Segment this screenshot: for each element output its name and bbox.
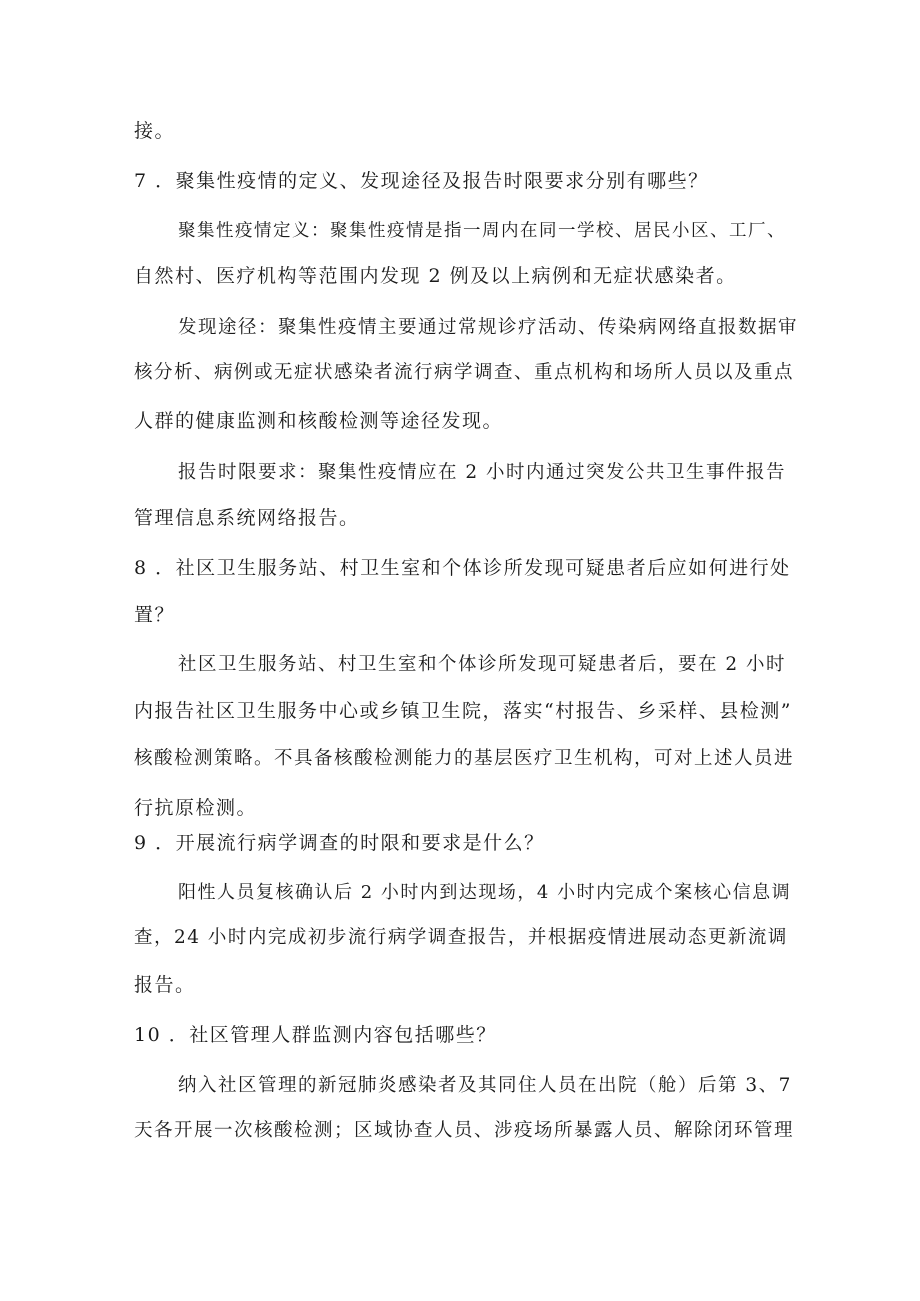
text-line: 发现途径：聚集性疫情主要通过常规诊疗活动、传染病网络直报数据审 — [178, 317, 799, 338]
text-line: 阳性人员复核确认后 2 小时内到达现场，4 小时内完成个案核心信息调 — [178, 882, 792, 903]
text-line: 天各开展一次核酸检测；区域协查人员、涉疫场所暴露人员、解除闭环管理 — [134, 1120, 795, 1141]
text-line: 管理信息系统网络报告。 — [134, 507, 360, 529]
question-10-heading: 10 ．社区管理人群监测内容包括哪些？ — [134, 1024, 497, 1046]
text-line: 核分析、病例或无症状感染者流行病学调查、重点机构和场所人员以及重点 — [134, 362, 795, 383]
text-line: 行抗原检测。 — [134, 797, 258, 819]
text-line: 报告时限要求：聚集性疫情应在 2 小时内通过突发公共卫生事件报告 — [178, 462, 787, 483]
text-line: 报告。 — [134, 974, 196, 996]
text-line: 核酸检测策略。不具备核酸检测能力的基层医疗卫生机构，可对上述人员进 — [134, 748, 795, 769]
text-line: 人群的健康监测和核酸检测等途径发现。 — [134, 410, 504, 432]
question-9-heading: 9 ．开展流行病学调查的时限和要求是什么？ — [134, 832, 545, 854]
text-line: 接。 — [134, 120, 176, 142]
text-line: 内报告社区卫生服务中心或乡镇卫生院，落实“村报告、乡采样、县检测” — [134, 700, 792, 722]
question-7-heading: 7 ．聚集性疫情的定义、发现途径及报告时限要求分别有哪些？ — [134, 170, 709, 192]
question-8-heading: 8 ．社区卫生服务站、村卫生室和个体诊所发现可疑患者后应如何进行处 — [134, 557, 791, 579]
text-line: 查，24 小时内完成初步流行病学调查报告，并根据疫情进展动态更新流调 — [134, 927, 788, 948]
text-line: 聚集性疫情定义：聚集性疫情是指一周内在同一学校、居民小区、工厂、 — [178, 221, 786, 241]
question-8-heading-cont: 置？ — [134, 604, 176, 626]
text-line: 社区卫生服务站、村卫生室和个体诊所发现可疑患者后，要在 2 小时 — [178, 654, 787, 675]
text-line: 自然村、医疗机构等范围内发现 2 例及以上病例和无症状感染者。 — [134, 265, 737, 287]
text-line: 纳入社区管理的新冠肺炎感染者及其同住人员在出院（舱）后第 3、7 — [178, 1075, 792, 1096]
